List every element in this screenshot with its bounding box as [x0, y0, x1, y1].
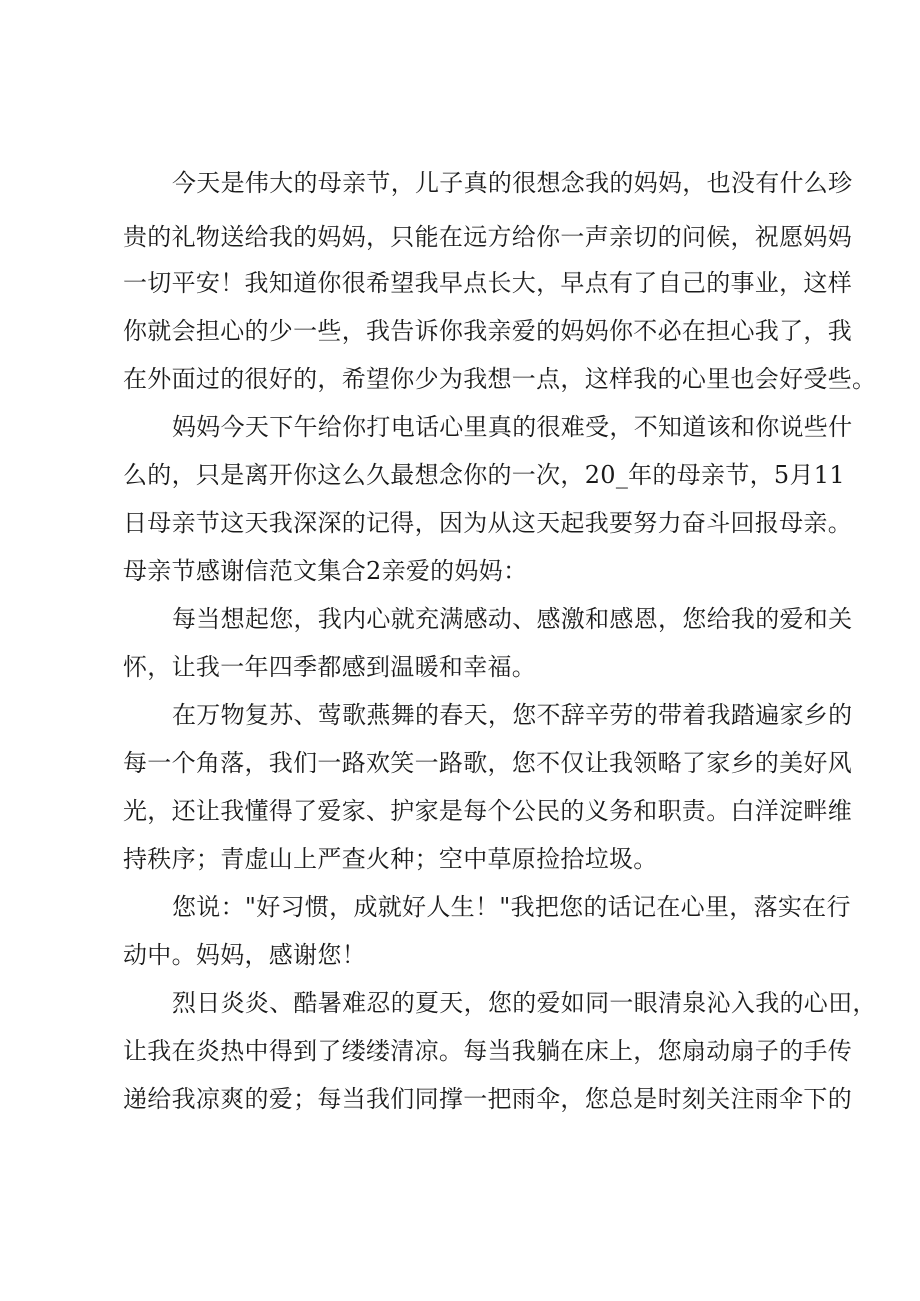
paragraph-4-line-2: 每一个角落，我们一路欢笑一路歌，您不仅让我领略了家乡的美好风 — [123, 749, 852, 777]
paragraph-1-line-2: 贵的礼物送给我的妈妈，只能在远方给你一声亲切的问候，祝愿妈妈 — [123, 223, 852, 251]
paragraph-3-line-2: 怀，让我一年四季都感到温暖和幸福。 — [123, 653, 537, 681]
paragraph-6-line-3: 递给我凉爽的爱；每当我们同撑一把雨伞，您总是时刻关注雨伞下的 — [123, 1085, 852, 1113]
paragraph-3-line-1: 每当想起您，我内心就充满感动、感激和感恩，您给我的爱和关 — [172, 605, 853, 633]
paragraph-2-line-4: 母亲节感谢信范文集合2亲爱的妈妈： — [123, 557, 528, 585]
paragraph-1-line-1: 今天是伟大的母亲节，儿子真的很想念我的妈妈，也没有什么珍 — [172, 169, 853, 197]
paragraph-4-line-4: 持秩序；青虚山上严查火种；空中草原捡拾垃圾。 — [123, 845, 658, 873]
paragraph-4-line-1: 在万物复苏、莺歌燕舞的春天，您不辞辛劳的带着我踏遍家乡的 — [172, 701, 853, 729]
paragraph-2-line-3: 日母亲节这天我深深的记得，因为从这天起我要努力奋斗回报母亲。 — [123, 509, 852, 537]
paragraph-1-line-3: 一切平安！我知道你很希望我早点长大，早点有了自己的事业，这样 — [123, 269, 852, 297]
paragraph-1-line-5: 在外面过的很好的，希望你少为我想一点，这样我的心里也会好受些。 — [123, 365, 877, 393]
paragraph-5-line-2: 动中。妈妈，感谢您！ — [123, 941, 366, 969]
paragraph-1-line-4: 你就会担心的少一些，我告诉你我亲爱的妈妈你不必在担心我了，我 — [123, 317, 852, 345]
paragraph-6-line-1: 烈日炎炎、酷暑难忍的夏天，您的爱如同一眼清泉沁入我的心田， — [172, 989, 877, 1017]
paragraph-5-line-1: 您说："好习惯，成就好人生！"我把您的话记在心里，落实在行 — [172, 893, 851, 921]
paragraph-2-line-1: 妈妈今天下午给你打电话心里真的很难受，不知道该和你说些什 — [172, 413, 853, 441]
paragraph-6-line-2: 让我在炎热中得到了缕缕清凉。每当我躺在床上，您扇动扇子的手传 — [123, 1037, 852, 1065]
paragraph-4-line-3: 光，还让我懂得了爱家、护家是每个公民的义务和职责。白洋淀畔维 — [123, 797, 852, 825]
paragraph-2-line-2: 么的，只是离开你这么久最想念你的一次，20_年的母亲节，5月11 — [123, 461, 845, 489]
